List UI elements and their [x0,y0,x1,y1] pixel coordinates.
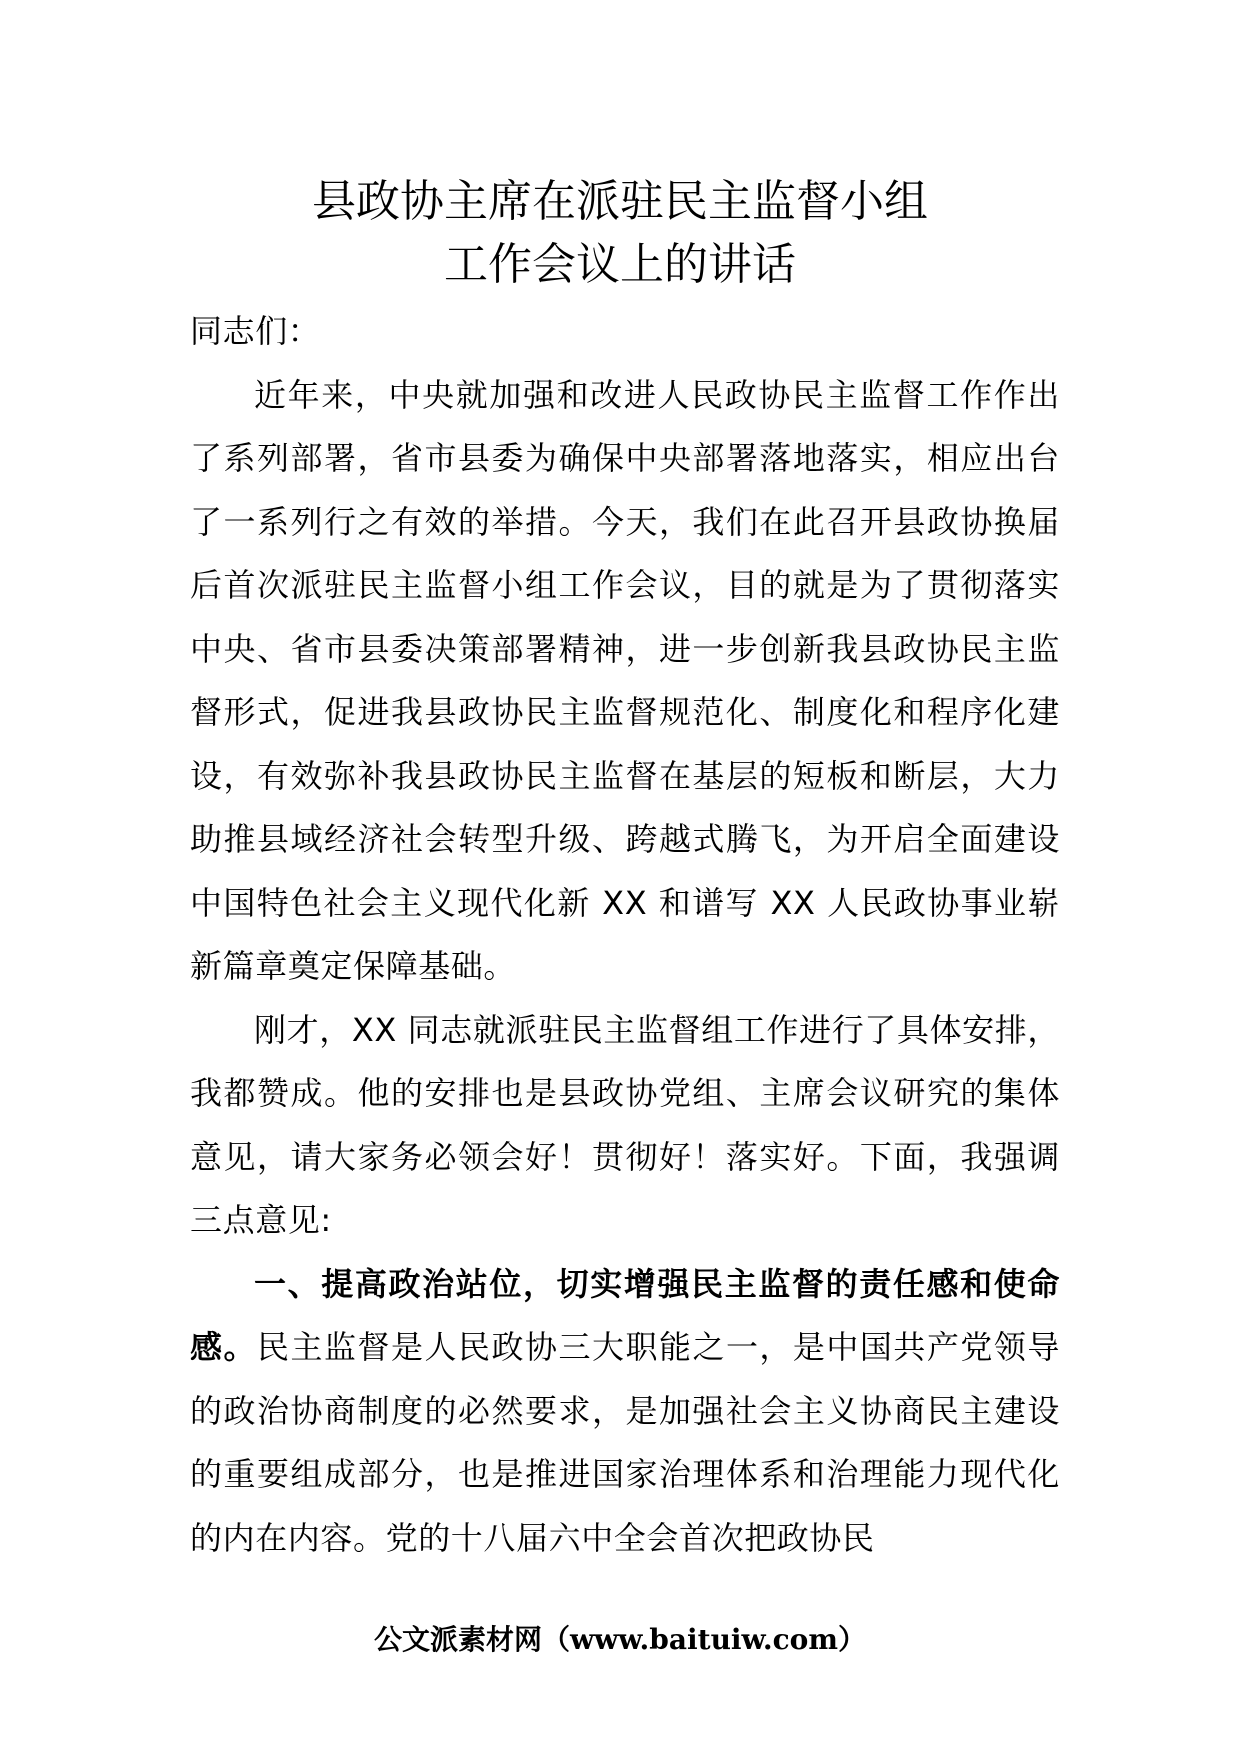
paragraph-point-one [190,1253,1060,1571]
salutation: 同志们： [190,312,321,350]
document-title-line-1: 县政协主席在派驻民主监督小组 [312,176,928,227]
document-body [190,300,1060,1570]
point-one-heading: 一、提高政治站位，切实增强民主监督的责任感和使命感。 [190,1264,1060,1366]
paragraph-intro: 近年来，中央就加强和改进人民政协民主监督工作作出了系列部署，省市县委为确保中央部署落地落实，相应出台了一系列行之有效的举措。今天，我们在此召开县政协换届后首次派驻民主监督小组工作会议，目的就是为了贯彻落实中央、省市县委决策部署精神，进一步创新我县政协民主监督形式，促进我县政协民主监督规范化、制度化和程序化建设，有效弥补我县政协民主监督在基层的短板和断层，大力助推县域经济社会转型升级、跨越式腾飞，为开启全面建设中国特色社会主义现代化新 XX 和谱写 XX 人民政协事业崭新篇章奠定保障基础。 [190,375,1060,985]
footer-watermark: 公文派素材网（www.baituiw.com） [374,1623,866,1656]
document-title-line-2: 工作会议上的讲话 [444,239,796,290]
paragraph-arrangement: 刚才，XX 同志就派驻民主监督组工作进行了具体安排，我都赞成。他的安排也是县政协党组、主席会议研究的集体意见，请大家务必领会好！贯彻好！落实好。下面，我强调三点意见: [190,1010,1060,1239]
point-one-body: 民主监督是人民政协三大职能之一，是中国共产党领导的政治协商制度的必然要求，是加强社会主义协商民主建设的重要组成部分，也是推进国家治理体系和治理能力现代化的内在内容。党的十八届六中全会首次把政协民 [190,1328,1061,1557]
